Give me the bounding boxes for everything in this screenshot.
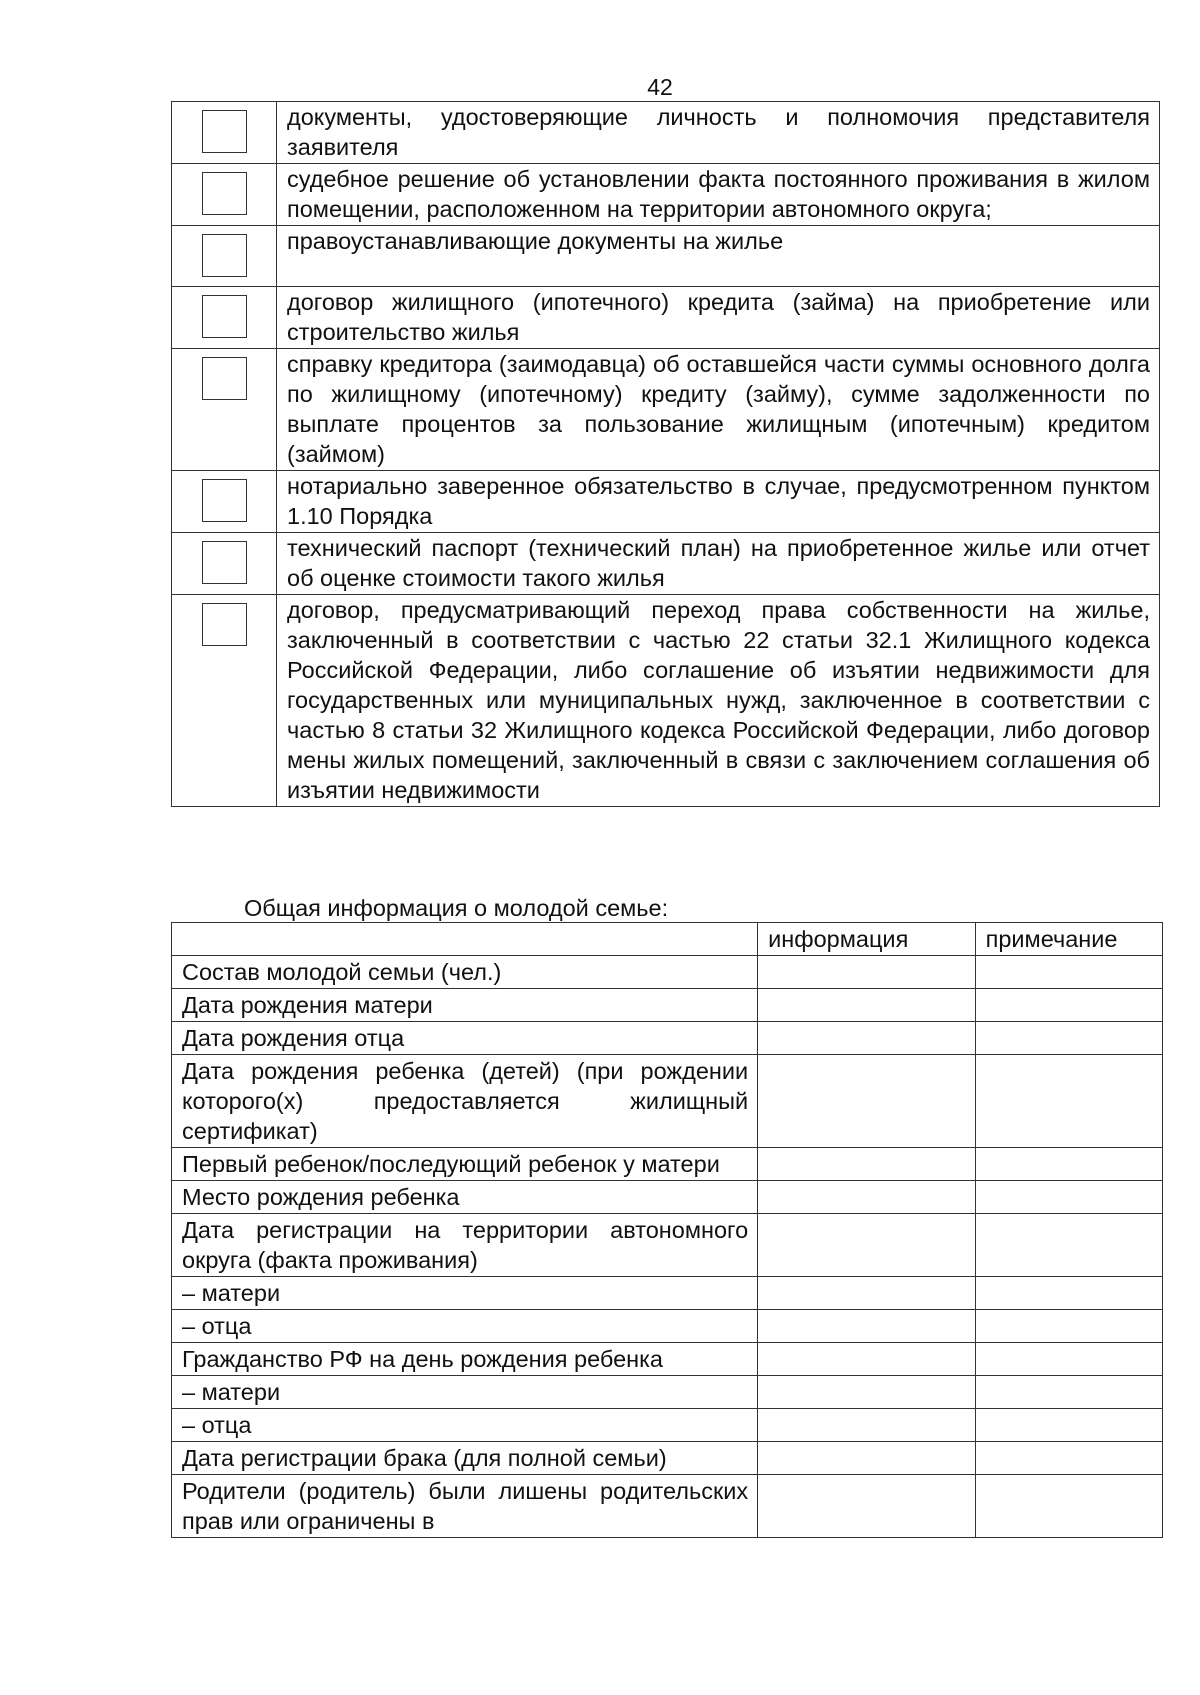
document-checkbox[interactable] bbox=[202, 234, 247, 277]
document-checkbox[interactable] bbox=[202, 541, 247, 584]
row-label: Родители (родитель) были лишены родительских прав или ограничены в bbox=[172, 1475, 758, 1538]
note-field[interactable] bbox=[975, 989, 1162, 1022]
documents-checklist-table bbox=[171, 101, 1160, 807]
table-row bbox=[172, 1409, 1163, 1442]
document-row bbox=[172, 164, 1160, 226]
document-checkbox[interactable] bbox=[202, 603, 247, 646]
family-info-heading: Общая информация о молодой семье: bbox=[244, 895, 669, 921]
document-row bbox=[172, 471, 1160, 533]
table-row bbox=[172, 1181, 1163, 1214]
table-row bbox=[172, 956, 1163, 989]
table-row bbox=[172, 1442, 1163, 1475]
document-checkbox[interactable] bbox=[202, 357, 247, 400]
document-text: судебное решение об установлении факта постоянного проживания в жилом помещении, расположенном на территории автономного округа; bbox=[277, 164, 1160, 226]
note-field[interactable] bbox=[975, 1343, 1162, 1376]
info-field[interactable] bbox=[758, 1409, 975, 1442]
document-row bbox=[172, 102, 1160, 164]
document-text: договор, предусматривающий переход права собственности на жилье, заключенный в соответствии с частью 22 статьи 32.1 Жилищного кодекса Российской Федерации, либо соглашение об изъятии недвижимости для государственных или муниципальных нужд, заключенное в соответствии с частью 8 статьи 32 Жилищного кодекса Российской Федерации, либо договор мены жилых помещений, заключенный в связи с заключением соглашения об изъятии недвижимости bbox=[277, 595, 1160, 807]
row-label: – отца bbox=[172, 1310, 758, 1343]
column-header-note: примечание bbox=[975, 923, 1162, 956]
document-checkbox[interactable] bbox=[202, 295, 247, 338]
note-field[interactable] bbox=[975, 1475, 1162, 1538]
column-header-blank bbox=[172, 923, 758, 956]
info-field[interactable] bbox=[758, 1277, 975, 1310]
info-field[interactable] bbox=[758, 1022, 975, 1055]
row-label: Первый ребенок/последующий ребенок у матери bbox=[172, 1148, 758, 1181]
table-row bbox=[172, 1277, 1163, 1310]
info-field[interactable] bbox=[758, 989, 975, 1022]
note-field[interactable] bbox=[975, 956, 1162, 989]
document-text: договор жилищного (ипотечного) кредита (займа) на приобретение или строительство жилья bbox=[277, 287, 1160, 349]
note-field[interactable] bbox=[975, 1214, 1162, 1277]
row-label: Гражданство РФ на день рождения ребенка bbox=[172, 1343, 758, 1376]
document-text: правоустанавливающие документы на жилье bbox=[277, 226, 1160, 287]
note-field[interactable] bbox=[975, 1148, 1162, 1181]
document-row bbox=[172, 349, 1160, 471]
document-checkbox[interactable] bbox=[202, 172, 247, 215]
row-label: Дата рождения отца bbox=[172, 1022, 758, 1055]
page-number: 42 bbox=[647, 74, 673, 100]
table-header-row bbox=[172, 923, 1163, 956]
note-field[interactable] bbox=[975, 1442, 1162, 1475]
column-header-info: информация bbox=[758, 923, 975, 956]
note-field[interactable] bbox=[975, 1310, 1162, 1343]
document-row bbox=[172, 595, 1160, 807]
document-checkbox[interactable] bbox=[202, 110, 247, 153]
table-row bbox=[172, 1214, 1163, 1277]
info-field[interactable] bbox=[758, 1343, 975, 1376]
document-text: технический паспорт (технический план) на приобретенное жилье или отчет об оценке стоимости такого жилья bbox=[277, 533, 1160, 595]
info-field[interactable] bbox=[758, 1214, 975, 1277]
row-label: Состав молодой семьи (чел.) bbox=[172, 956, 758, 989]
table-row bbox=[172, 1148, 1163, 1181]
row-label: – матери bbox=[172, 1376, 758, 1409]
table-row bbox=[172, 1475, 1163, 1538]
info-field[interactable] bbox=[758, 1442, 975, 1475]
info-field[interactable] bbox=[758, 1310, 975, 1343]
note-field[interactable] bbox=[975, 1277, 1162, 1310]
note-field[interactable] bbox=[975, 1409, 1162, 1442]
row-label: – отца bbox=[172, 1409, 758, 1442]
table-row bbox=[172, 1310, 1163, 1343]
row-label: – матери bbox=[172, 1277, 758, 1310]
table-row bbox=[172, 1376, 1163, 1409]
info-field[interactable] bbox=[758, 1181, 975, 1214]
document-row bbox=[172, 287, 1160, 349]
note-field[interactable] bbox=[975, 1055, 1162, 1148]
row-label: Дата рождения матери bbox=[172, 989, 758, 1022]
info-field[interactable] bbox=[758, 1148, 975, 1181]
row-label: Место рождения ребенка bbox=[172, 1181, 758, 1214]
note-field[interactable] bbox=[975, 1376, 1162, 1409]
table-row bbox=[172, 989, 1163, 1022]
info-field[interactable] bbox=[758, 956, 975, 989]
table-row bbox=[172, 1055, 1163, 1148]
document-text: справку кредитора (заимодавца) об оставшейся части суммы основного долга по жилищному (ипотечному) кредиту (займу), сумме задолженности по выплате процентов за пользование жилищным (ипотечным) кредитом (займом) bbox=[277, 349, 1160, 471]
note-field[interactable] bbox=[975, 1181, 1162, 1214]
note-field[interactable] bbox=[975, 1022, 1162, 1055]
table-row bbox=[172, 1343, 1163, 1376]
document-checkbox[interactable] bbox=[202, 479, 247, 522]
table-row bbox=[172, 1022, 1163, 1055]
row-label: Дата регистрации брака (для полной семьи) bbox=[172, 1442, 758, 1475]
document-row bbox=[172, 533, 1160, 595]
info-field[interactable] bbox=[758, 1475, 975, 1538]
document-text: документы, удостоверяющие личность и полномочия представителя заявителя bbox=[277, 102, 1160, 164]
document-text: нотариально заверенное обязательство в случае, предусмотренном пунктом 1.10 Порядка bbox=[277, 471, 1160, 533]
info-field[interactable] bbox=[758, 1376, 975, 1409]
document-row bbox=[172, 226, 1160, 287]
row-label: Дата рождения ребенка (детей) (при рождении которого(х) предоставляется жилищный сертификат) bbox=[172, 1055, 758, 1148]
row-label: Дата регистрации на территории автономного округа (факта проживания) bbox=[172, 1214, 758, 1277]
info-field[interactable] bbox=[758, 1055, 975, 1148]
family-info-table bbox=[171, 922, 1163, 1538]
